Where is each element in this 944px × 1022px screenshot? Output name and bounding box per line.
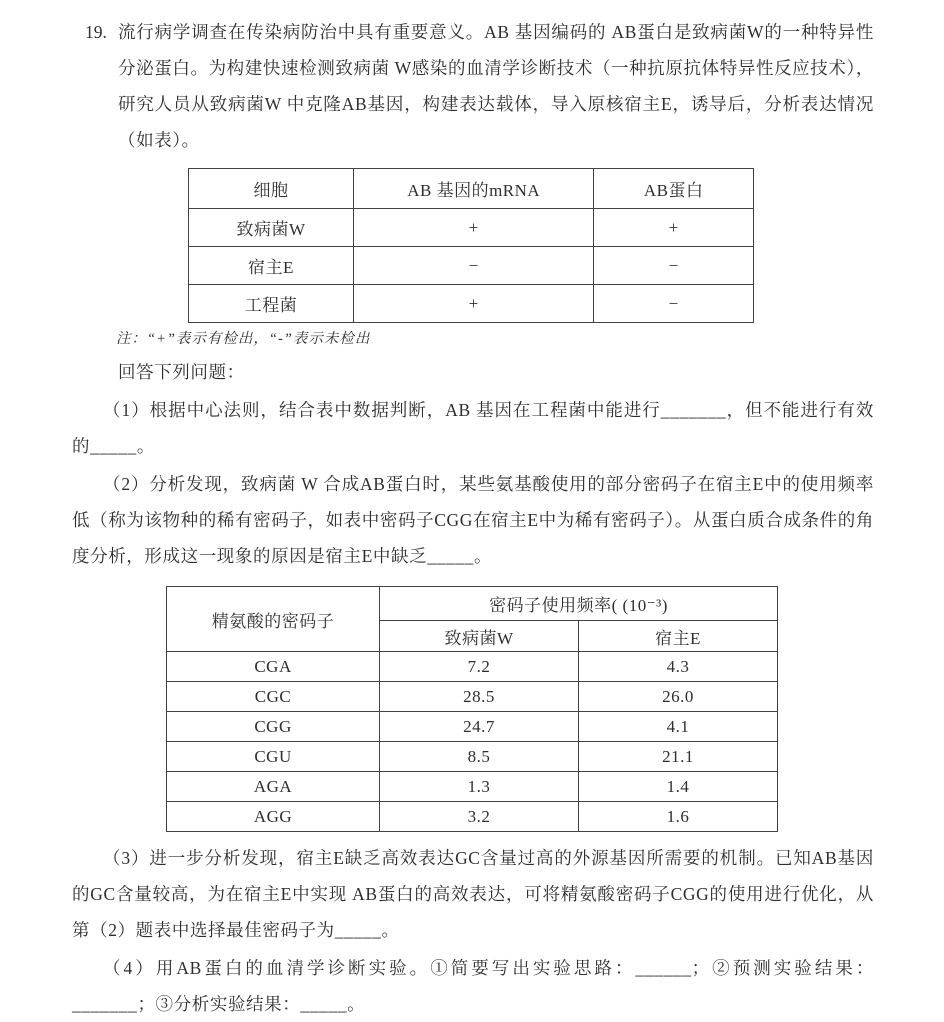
frequency-group-header: 密码子使用频率( (10⁻³) (380, 587, 778, 621)
table-row (167, 712, 778, 742)
freq-pathogen: 28.5 (380, 682, 579, 712)
freq-host: 4.1 (579, 712, 778, 742)
table-row (167, 742, 778, 772)
question-part-2: （2）分析发现，致病菌 W 合成AB蛋白时，某些氨基酸使用的部分密码子在宿主E中的使用频率低（称为该物种的稀有密码子，如表中密码子CGG在宿主E中为稀有密码子）。从蛋白质合成条件的角度分析，形成这一现象的原因是宿主E中缺乏_____。 (72, 474, 874, 566)
freq-pathogen: 7.2 (380, 652, 579, 682)
freq-pathogen: 8.5 (380, 742, 579, 772)
codon-name: CGU (167, 742, 380, 772)
expression-results-table (188, 168, 754, 323)
question-part-3: （3）进一步分析发现，宿主E缺乏高效表达GC含量过高的外源基因所需要的机制。已知AB基因的GC含量较高，为在宿主E中实现 AB蛋白的高效表达，可将精氨酸密码子CGG的使用进行优化，从第（2）题表中选择最佳密码子为_____。 (72, 848, 874, 940)
freq-host: 1.4 (579, 772, 778, 802)
codon-name: AGA (167, 772, 380, 802)
cell-name: 致病菌W (189, 209, 354, 247)
codon-name: CGG (167, 712, 380, 742)
question-part-1: （1）根据中心法则，结合表中数据判断，AB 基因在工程菌中能进行_______，但不能进行有效的_____。 (72, 400, 874, 456)
freq-pathogen: 1.3 (380, 772, 579, 802)
question-stem-text: 流行病学调查在传染病防治中具有重要意义。AB 基因编码的 AB蛋白是致病菌W的一种特异性分泌蛋白。为构建快速检测致病菌 W感染的血清学诊断技术（一种抗原抗体特异性反应技术），研究人员从致病菌W 中克隆AB基因，构建表达载体，导入原核宿主E，诱导后，分析表达情况（如表）。 (118, 22, 874, 150)
cell-name: 工程菌 (189, 285, 354, 323)
table-row (189, 247, 754, 285)
codon-column-header: 精氨酸的密码子 (167, 587, 380, 652)
question-number: 19. (85, 22, 107, 42)
freq-host: 21.1 (579, 742, 778, 772)
table-group-header-row (167, 587, 778, 621)
freq-pathogen: 3.2 (380, 802, 579, 832)
cell-name: 宿主E (189, 247, 354, 285)
answer-prompt: 回答下列问题： (118, 362, 245, 382)
question-part-4: （4）用AB蛋白的血清学诊断实验。①简要写出实验思路：______；②预测实验结果：_______；③分析实验结果：_____。 (72, 958, 874, 1014)
protein-result: − (594, 247, 754, 285)
question-stem-block (72, 14, 874, 158)
table-row (167, 652, 778, 682)
table-row (167, 802, 778, 832)
table-row (167, 682, 778, 712)
codon-name: CGC (167, 682, 380, 712)
freq-host: 26.0 (579, 682, 778, 712)
codon-usage-table (166, 586, 778, 832)
column-header-protein: AB蛋白 (594, 169, 754, 209)
codon-name: AGG (167, 802, 380, 832)
subheader-host-e: 宿主E (579, 621, 778, 652)
protein-result: + (594, 209, 754, 247)
table-row (189, 209, 754, 247)
freq-host: 4.3 (579, 652, 778, 682)
subheader-pathogen-w: 致病菌W (380, 621, 579, 652)
mrna-result: + (353, 209, 593, 247)
table-row (189, 285, 754, 323)
table-header-row (189, 169, 754, 209)
mrna-result: + (353, 285, 593, 323)
freq-host: 1.6 (579, 802, 778, 832)
freq-pathogen: 24.7 (380, 712, 579, 742)
column-header-mrna: AB 基因的mRNA (353, 169, 593, 209)
codon-name: CGA (167, 652, 380, 682)
protein-result: − (594, 285, 754, 323)
table-note: 注：“+”表示有检出，“-”表示未检出 (116, 331, 371, 347)
column-header-cell: 细胞 (189, 169, 354, 209)
mrna-result: − (353, 247, 593, 285)
table-row (167, 772, 778, 802)
